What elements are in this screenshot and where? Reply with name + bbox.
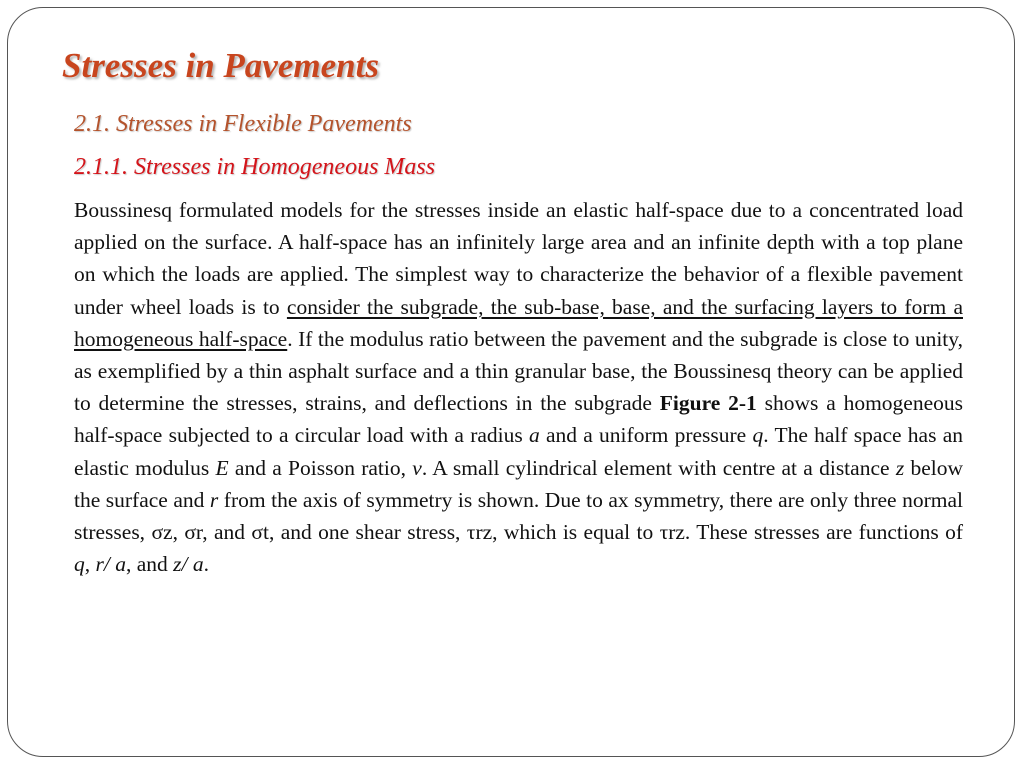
variable-v: v (412, 455, 422, 480)
text-run: , and (125, 552, 174, 577)
figure-reference: Figure 2-1 (659, 391, 757, 416)
variable-z: z (895, 455, 905, 480)
slide-title: Stresses in Pavements (62, 46, 379, 85)
text-run: and a uniform pressure (539, 423, 753, 448)
text-run: . The half space has an elastic modulus (74, 423, 963, 480)
text-run: Boussinesq formulated models for the stresses inside an elastic half-space due to a concentrated load applied on the surface. A half-space has an infinitely large area and an infinite depth with a top plane on which the loads are applied. The simplest way to characterize the behavior of a flexible pavement under wheel loads is to (74, 198, 963, 319)
subsection-heading: 2.1.1. Stresses in Homogeneous Mass (74, 154, 436, 180)
text-run: from the axis of symmetry is shown. Due to ax symmetry, there are only three normal stresses, σz, σr, and σt, and one shear stress, τrz, which is equal to τrz. These stresses are functions of (74, 487, 963, 545)
variable-a: a (528, 423, 540, 448)
variable-r-over-a: r/ a (95, 552, 126, 577)
text-run: , (84, 552, 96, 577)
text-run: . If the modulus ratio between the pavement and the subgrade is close to unity, as exemplified by a thin asphalt surface and a thin granular base, the Boussinesq theory can be applied to determine the stresses, strains, and deflections in the subgrade (74, 326, 963, 416)
text-run: shows a homogeneous half-space subjected to a circular load with a radius (74, 391, 963, 448)
variable-r: r (209, 487, 219, 512)
text-run: below the surface and (74, 455, 963, 512)
underlined-phrase: consider the subgrade, the sub-base, base, and the surfacing layers to form a homogeneous half-space (74, 294, 963, 351)
variable-E: E (215, 455, 229, 480)
variable-q: q (752, 423, 764, 448)
variable-z-over-a: z/ a (173, 552, 204, 577)
text-run: and a Poisson ratio, (228, 455, 413, 480)
section-heading: 2.1. Stresses in Flexible Pavements (74, 111, 412, 137)
body-paragraph (74, 194, 963, 580)
variable-q: q (74, 552, 85, 577)
text-run: . (203, 552, 209, 577)
text-run: . A small cylindrical element with centre at a distance (421, 455, 896, 480)
